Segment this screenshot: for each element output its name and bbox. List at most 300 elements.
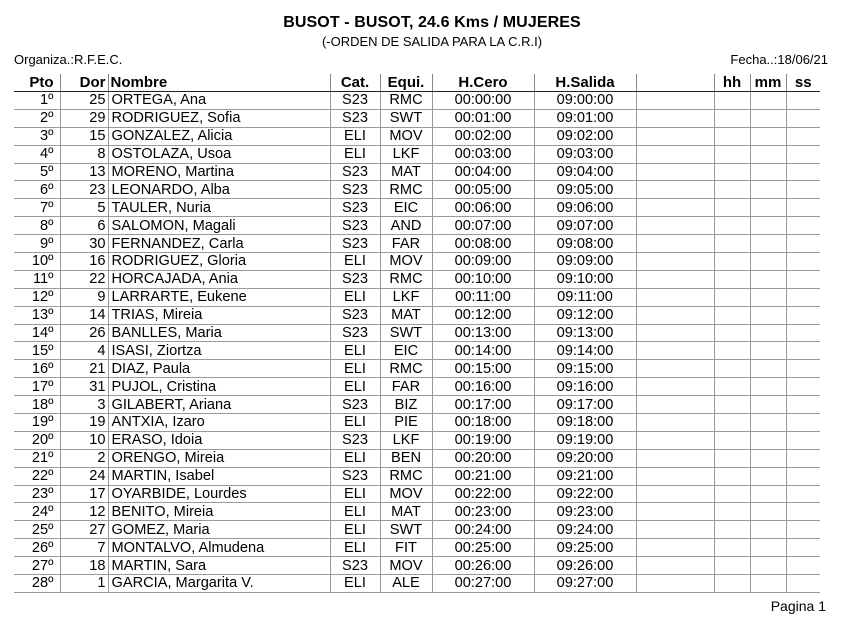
cell-cat: ELI — [330, 414, 380, 432]
cell-mm — [750, 396, 786, 414]
col-header-cat: Cat. — [330, 74, 380, 92]
table-row — [14, 467, 820, 485]
cell-ss — [786, 539, 820, 557]
cell-pto: 1º — [14, 92, 60, 110]
table-row — [14, 503, 820, 521]
cell-hcero: 00:14:00 — [432, 342, 534, 360]
cell-equi: BEN — [380, 449, 432, 467]
cell-pto: 6º — [14, 181, 60, 199]
cell-equi: EIC — [380, 199, 432, 217]
cell-blank — [636, 342, 714, 360]
cell-hsalida: 09:02:00 — [534, 127, 636, 145]
cell-dor: 31 — [60, 378, 108, 396]
table-body — [14, 92, 820, 593]
cell-cat: ELI — [330, 288, 380, 306]
cell-hh — [714, 270, 750, 288]
table-row — [14, 378, 820, 396]
cell-hcero: 00:09:00 — [432, 253, 534, 271]
cell-blank — [636, 235, 714, 253]
cell-mm — [750, 449, 786, 467]
cell-hh — [714, 288, 750, 306]
start-order-table — [14, 74, 820, 593]
cell-nombre: OYARBIDE, Lourdes — [108, 485, 330, 503]
cell-blank — [636, 217, 714, 235]
cell-cat: S23 — [330, 109, 380, 127]
cell-hcero: 00:26:00 — [432, 557, 534, 575]
cell-blank — [636, 521, 714, 539]
cell-dor: 1 — [60, 575, 108, 593]
cell-hcero: 00:00:00 — [432, 92, 534, 110]
cell-pto: 8º — [14, 217, 60, 235]
table-row — [14, 109, 820, 127]
cell-equi: PIE — [380, 414, 432, 432]
cell-dor: 12 — [60, 503, 108, 521]
cell-blank — [636, 557, 714, 575]
cell-cat: ELI — [330, 575, 380, 593]
table-row — [14, 253, 820, 271]
cell-hsalida: 09:04:00 — [534, 163, 636, 181]
cell-pto: 13º — [14, 306, 60, 324]
table-row — [14, 431, 820, 449]
cell-ss — [786, 521, 820, 539]
cell-blank — [636, 503, 714, 521]
cell-blank — [636, 306, 714, 324]
cell-hh — [714, 324, 750, 342]
cell-pto: 17º — [14, 378, 60, 396]
cell-pto: 4º — [14, 145, 60, 163]
cell-dor: 24 — [60, 467, 108, 485]
cell-pto: 26º — [14, 539, 60, 557]
cell-dor: 15 — [60, 127, 108, 145]
cell-ss — [786, 396, 820, 414]
cell-hh — [714, 109, 750, 127]
cell-dor: 26 — [60, 324, 108, 342]
cell-ss — [786, 378, 820, 396]
cell-nombre: FERNANDEZ, Carla — [108, 235, 330, 253]
cell-pto: 23º — [14, 485, 60, 503]
table-row — [14, 235, 820, 253]
cell-equi: MOV — [380, 557, 432, 575]
cell-hh — [714, 431, 750, 449]
cell-mm — [750, 253, 786, 271]
cell-equi: LKF — [380, 431, 432, 449]
cell-mm — [750, 521, 786, 539]
cell-hh — [714, 378, 750, 396]
cell-hcero: 00:02:00 — [432, 127, 534, 145]
cell-blank — [636, 163, 714, 181]
cell-blank — [636, 378, 714, 396]
table-row — [14, 270, 820, 288]
cell-hcero: 00:18:00 — [432, 414, 534, 432]
cell-nombre: MORENO, Martina — [108, 163, 330, 181]
cell-equi: RMC — [380, 181, 432, 199]
cell-dor: 6 — [60, 217, 108, 235]
date-label: Fecha..:18/06/21 — [730, 52, 828, 67]
cell-ss — [786, 557, 820, 575]
cell-hh — [714, 414, 750, 432]
cell-cat: S23 — [330, 431, 380, 449]
cell-hh — [714, 467, 750, 485]
cell-nombre: ORENGO, Mireia — [108, 449, 330, 467]
cell-pto: 22º — [14, 467, 60, 485]
cell-hcero: 00:07:00 — [432, 217, 534, 235]
col-header-mm: mm — [750, 74, 786, 92]
cell-hcero: 00:03:00 — [432, 145, 534, 163]
cell-hcero: 00:10:00 — [432, 270, 534, 288]
cell-dor: 16 — [60, 253, 108, 271]
cell-nombre: MARTIN, Isabel — [108, 467, 330, 485]
cell-hsalida: 09:21:00 — [534, 467, 636, 485]
cell-hh — [714, 539, 750, 557]
cell-hcero: 00:15:00 — [432, 360, 534, 378]
cell-equi: SWT — [380, 521, 432, 539]
cell-hsalida: 09:23:00 — [534, 503, 636, 521]
cell-mm — [750, 92, 786, 110]
cell-cat: ELI — [330, 253, 380, 271]
cell-hsalida: 09:26:00 — [534, 557, 636, 575]
cell-mm — [750, 109, 786, 127]
cell-hsalida: 09:11:00 — [534, 288, 636, 306]
cell-hh — [714, 503, 750, 521]
cell-equi: MAT — [380, 306, 432, 324]
cell-hsalida: 09:10:00 — [534, 270, 636, 288]
cell-equi: FAR — [380, 235, 432, 253]
cell-hsalida: 09:12:00 — [534, 306, 636, 324]
cell-cat: S23 — [330, 467, 380, 485]
cell-blank — [636, 396, 714, 414]
cell-pto: 18º — [14, 396, 60, 414]
cell-pto: 12º — [14, 288, 60, 306]
cell-hh — [714, 217, 750, 235]
cell-hh — [714, 575, 750, 593]
cell-mm — [750, 431, 786, 449]
cell-cat: S23 — [330, 199, 380, 217]
cell-hsalida: 09:07:00 — [534, 217, 636, 235]
cell-ss — [786, 127, 820, 145]
cell-blank — [636, 145, 714, 163]
cell-ss — [786, 163, 820, 181]
cell-ss — [786, 253, 820, 271]
table-row — [14, 539, 820, 557]
cell-mm — [750, 467, 786, 485]
cell-nombre: HORCAJADA, Ania — [108, 270, 330, 288]
table-row — [14, 288, 820, 306]
page-number: Pagina 1 — [770, 598, 826, 614]
cell-hh — [714, 253, 750, 271]
cell-mm — [750, 539, 786, 557]
cell-mm — [750, 378, 786, 396]
document-title: BUSOT - BUSOT, 24.6 Kms / MUJERES — [283, 14, 581, 31]
cell-mm — [750, 306, 786, 324]
table-row — [14, 92, 820, 110]
cell-nombre: RODRIGUEZ, Gloria — [108, 253, 330, 271]
cell-hsalida: 09:09:00 — [534, 253, 636, 271]
cell-dor: 22 — [60, 270, 108, 288]
cell-hh — [714, 92, 750, 110]
cell-hh — [714, 306, 750, 324]
cell-cat: S23 — [330, 92, 380, 110]
cell-hsalida: 09:00:00 — [534, 92, 636, 110]
cell-equi: BIZ — [380, 396, 432, 414]
cell-hh — [714, 235, 750, 253]
cell-hcero: 00:06:00 — [432, 199, 534, 217]
cell-blank — [636, 127, 714, 145]
table-row — [14, 485, 820, 503]
cell-hsalida: 09:05:00 — [534, 181, 636, 199]
cell-mm — [750, 324, 786, 342]
cell-ss — [786, 145, 820, 163]
table-row — [14, 449, 820, 467]
cell-mm — [750, 270, 786, 288]
cell-cat: ELI — [330, 127, 380, 145]
cell-hsalida: 09:17:00 — [534, 396, 636, 414]
table-row — [14, 145, 820, 163]
cell-mm — [750, 503, 786, 521]
table-row — [14, 306, 820, 324]
cell-hh — [714, 485, 750, 503]
cell-cat: ELI — [330, 539, 380, 557]
cell-blank — [636, 109, 714, 127]
cell-cat: ELI — [330, 449, 380, 467]
cell-cat: ELI — [330, 145, 380, 163]
cell-hh — [714, 127, 750, 145]
cell-blank — [636, 199, 714, 217]
cell-cat: ELI — [330, 378, 380, 396]
cell-dor: 17 — [60, 485, 108, 503]
cell-mm — [750, 217, 786, 235]
cell-blank — [636, 253, 714, 271]
cell-hcero: 00:22:00 — [432, 485, 534, 503]
cell-pto: 19º — [14, 414, 60, 432]
cell-nombre: GARCIA, Margarita V. — [108, 575, 330, 593]
cell-equi: MOV — [380, 253, 432, 271]
cell-blank — [636, 467, 714, 485]
cell-hcero: 00:04:00 — [432, 163, 534, 181]
table-row — [14, 342, 820, 360]
cell-cat: S23 — [330, 235, 380, 253]
cell-pto: 16º — [14, 360, 60, 378]
cell-hcero: 00:20:00 — [432, 449, 534, 467]
cell-equi: LKF — [380, 288, 432, 306]
cell-hsalida: 09:13:00 — [534, 324, 636, 342]
table-row — [14, 217, 820, 235]
cell-ss — [786, 235, 820, 253]
cell-blank — [636, 485, 714, 503]
cell-hh — [714, 521, 750, 539]
cell-dor: 29 — [60, 109, 108, 127]
table-row — [14, 575, 820, 593]
cell-blank — [636, 431, 714, 449]
cell-dor: 27 — [60, 521, 108, 539]
cell-nombre: BENITO, Mireia — [108, 503, 330, 521]
cell-nombre: MARTIN, Sara — [108, 557, 330, 575]
cell-mm — [750, 360, 786, 378]
cell-equi: ALE — [380, 575, 432, 593]
cell-nombre: ISASI, Ziortza — [108, 342, 330, 360]
table-row — [14, 127, 820, 145]
cell-dor: 18 — [60, 557, 108, 575]
cell-cat: ELI — [330, 485, 380, 503]
cell-hsalida: 09:08:00 — [534, 235, 636, 253]
cell-mm — [750, 342, 786, 360]
col-header-nombre: Nombre — [108, 74, 330, 92]
cell-blank — [636, 324, 714, 342]
cell-blank — [636, 270, 714, 288]
cell-blank — [636, 92, 714, 110]
cell-hcero: 00:25:00 — [432, 539, 534, 557]
cell-hcero: 00:08:00 — [432, 235, 534, 253]
cell-hcero: 00:21:00 — [432, 467, 534, 485]
cell-dor: 3 — [60, 396, 108, 414]
cell-dor: 25 — [60, 92, 108, 110]
cell-ss — [786, 414, 820, 432]
cell-blank — [636, 575, 714, 593]
cell-nombre: GOMEZ, Maria — [108, 521, 330, 539]
cell-pto: 28º — [14, 575, 60, 593]
cell-cat: ELI — [330, 521, 380, 539]
cell-hcero: 00:17:00 — [432, 396, 534, 414]
cell-hh — [714, 557, 750, 575]
cell-mm — [750, 127, 786, 145]
table-row — [14, 414, 820, 432]
cell-ss — [786, 199, 820, 217]
cell-hcero: 00:27:00 — [432, 575, 534, 593]
table-row — [14, 396, 820, 414]
cell-hsalida: 09:18:00 — [534, 414, 636, 432]
cell-hsalida: 09:01:00 — [534, 109, 636, 127]
cell-mm — [750, 414, 786, 432]
cell-hh — [714, 342, 750, 360]
cell-cat: S23 — [330, 557, 380, 575]
col-header-pto: Pto — [14, 74, 60, 92]
cell-mm — [750, 181, 786, 199]
cell-ss — [786, 449, 820, 467]
cell-nombre: TAULER, Nuria — [108, 199, 330, 217]
cell-nombre: MONTALVO, Almudena — [108, 539, 330, 557]
cell-equi: RMC — [380, 467, 432, 485]
cell-ss — [786, 575, 820, 593]
cell-pto: 14º — [14, 324, 60, 342]
cell-equi: FAR — [380, 378, 432, 396]
cell-blank — [636, 414, 714, 432]
cell-hh — [714, 145, 750, 163]
cell-nombre: ORTEGA, Ana — [108, 92, 330, 110]
cell-ss — [786, 288, 820, 306]
table-row — [14, 557, 820, 575]
cell-hsalida: 09:22:00 — [534, 485, 636, 503]
cell-hcero: 00:16:00 — [432, 378, 534, 396]
cell-hh — [714, 396, 750, 414]
cell-cat: S23 — [330, 163, 380, 181]
cell-dor: 19 — [60, 414, 108, 432]
cell-hsalida: 09:24:00 — [534, 521, 636, 539]
cell-ss — [786, 485, 820, 503]
cell-mm — [750, 288, 786, 306]
cell-pto: 5º — [14, 163, 60, 181]
cell-blank — [636, 449, 714, 467]
cell-pto: 3º — [14, 127, 60, 145]
cell-cat: S23 — [330, 181, 380, 199]
cell-mm — [750, 485, 786, 503]
cell-hsalida: 09:14:00 — [534, 342, 636, 360]
cell-blank — [636, 360, 714, 378]
cell-hh — [714, 181, 750, 199]
cell-hcero: 00:05:00 — [432, 181, 534, 199]
cell-nombre: SALOMON, Magali — [108, 217, 330, 235]
cell-hcero: 00:24:00 — [432, 521, 534, 539]
col-header-hcero: H.Cero — [432, 74, 534, 92]
cell-dor: 21 — [60, 360, 108, 378]
cell-hcero: 00:01:00 — [432, 109, 534, 127]
cell-nombre: DIAZ, Paula — [108, 360, 330, 378]
cell-hcero: 00:23:00 — [432, 503, 534, 521]
cell-cat: ELI — [330, 360, 380, 378]
cell-dor: 8 — [60, 145, 108, 163]
cell-equi: RMC — [380, 92, 432, 110]
table-row — [14, 324, 820, 342]
table-header-row — [14, 74, 820, 92]
cell-hsalida: 09:27:00 — [534, 575, 636, 593]
cell-cat: ELI — [330, 342, 380, 360]
cell-mm — [750, 557, 786, 575]
col-header-blank — [636, 74, 714, 92]
cell-hh — [714, 163, 750, 181]
cell-nombre: GONZALEZ, Alicia — [108, 127, 330, 145]
cell-dor: 7 — [60, 539, 108, 557]
cell-mm — [750, 575, 786, 593]
cell-dor: 5 — [60, 199, 108, 217]
cell-pto: 10º — [14, 253, 60, 271]
cell-hh — [714, 360, 750, 378]
cell-nombre: GILABERT, Ariana — [108, 396, 330, 414]
cell-ss — [786, 324, 820, 342]
cell-ss — [786, 92, 820, 110]
cell-ss — [786, 467, 820, 485]
cell-ss — [786, 431, 820, 449]
cell-ss — [786, 109, 820, 127]
cell-nombre: TRIAS, Mireia — [108, 306, 330, 324]
cell-dor: 14 — [60, 306, 108, 324]
cell-mm — [750, 163, 786, 181]
cell-blank — [636, 539, 714, 557]
cell-hsalida: 09:19:00 — [534, 431, 636, 449]
cell-pto: 21º — [14, 449, 60, 467]
cell-equi: LKF — [380, 145, 432, 163]
table-row — [14, 181, 820, 199]
cell-pto: 27º — [14, 557, 60, 575]
cell-ss — [786, 270, 820, 288]
cell-nombre: LEONARDO, Alba — [108, 181, 330, 199]
cell-hsalida: 09:06:00 — [534, 199, 636, 217]
cell-nombre: ANTXIA, Izaro — [108, 414, 330, 432]
col-header-dor: Dor — [60, 74, 108, 92]
cell-equi: RMC — [380, 270, 432, 288]
cell-pto: 24º — [14, 503, 60, 521]
cell-mm — [750, 199, 786, 217]
table-row — [14, 360, 820, 378]
cell-ss — [786, 217, 820, 235]
cell-cat: S23 — [330, 270, 380, 288]
cell-ss — [786, 306, 820, 324]
cell-blank — [636, 288, 714, 306]
cell-nombre: ERASO, Idoia — [108, 431, 330, 449]
cell-cat: ELI — [330, 503, 380, 521]
cell-pto: 7º — [14, 199, 60, 217]
cell-dor: 30 — [60, 235, 108, 253]
cell-equi: MAT — [380, 503, 432, 521]
cell-equi: EIC — [380, 342, 432, 360]
cell-mm — [750, 235, 786, 253]
